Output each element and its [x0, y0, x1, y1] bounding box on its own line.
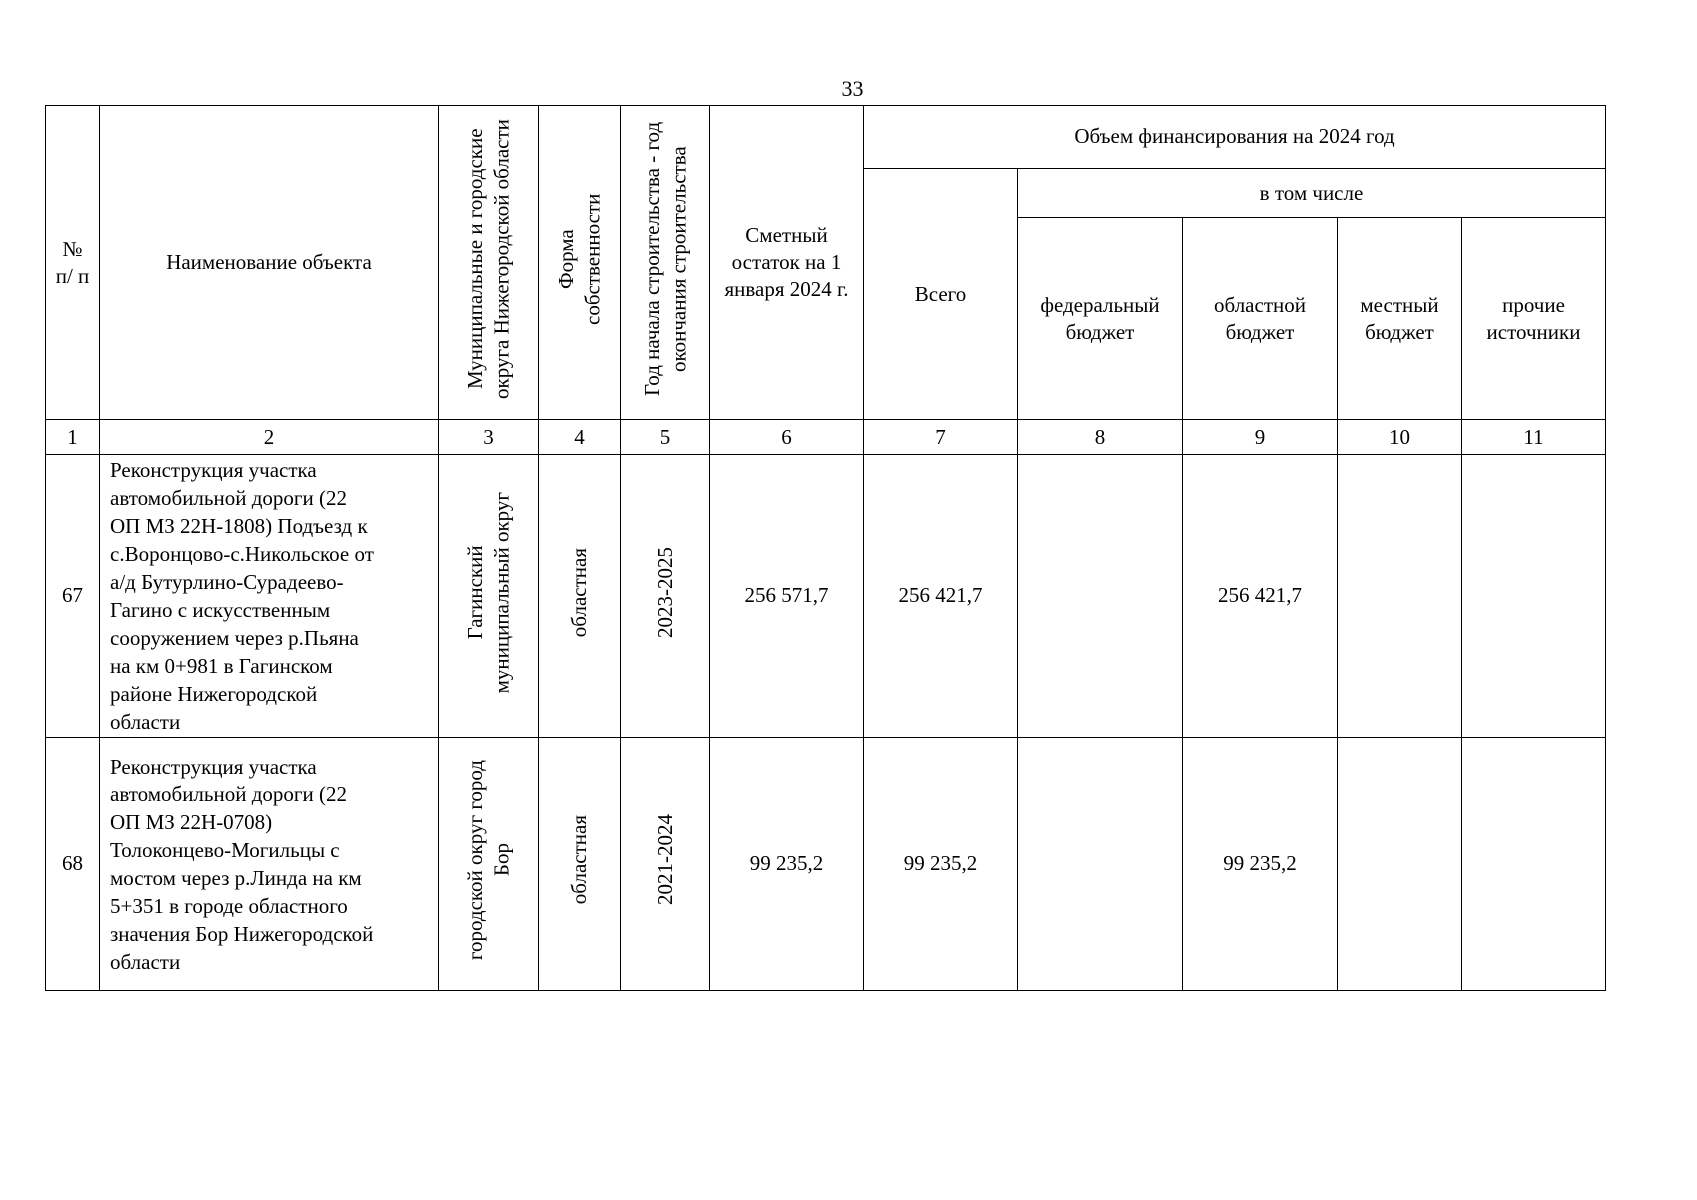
page-number: 33	[841, 76, 864, 101]
object-name	[100, 455, 439, 737]
column-number: 5	[621, 420, 710, 455]
header-federal: федеральный бюджет	[1018, 218, 1183, 420]
years-text: 2023-2025	[652, 546, 677, 638]
header-num: № п/ п	[46, 106, 100, 420]
ownership-text: областная	[567, 547, 592, 637]
regional-budget: 256 421,7	[1183, 455, 1338, 737]
object-name-text: Реконструкция участка автомобильной дороги (22 ОП МЗ 22Н-1808) Подъезд к с.Воронцово-с.Никольское от а/д Бутурлино-Сурадеево- Гагино с искусственным сооружением через р.Пьяна на км 0+981 в Гагинском районе Нижегородской области	[110, 458, 374, 734]
ownership	[539, 737, 621, 990]
total: 99 235,2	[864, 737, 1018, 990]
other-sources	[1462, 455, 1606, 737]
municipality	[439, 737, 539, 990]
table-row	[46, 737, 1606, 990]
column-number: 7	[864, 420, 1018, 455]
column-number: 4	[539, 420, 621, 455]
municipality-text: Гагинский муниципальный округ	[463, 491, 514, 693]
federal-budget	[1018, 737, 1183, 990]
header-name: Наименование объекта	[100, 106, 439, 420]
column-number: 3	[439, 420, 539, 455]
header-total: Всего	[864, 169, 1018, 420]
header-ownership	[539, 106, 621, 420]
column-number: 2	[100, 420, 439, 455]
regional-budget: 99 235,2	[1183, 737, 1338, 990]
ownership	[539, 455, 621, 737]
municipality	[439, 455, 539, 737]
local-budget	[1338, 737, 1462, 990]
column-number: 1	[46, 420, 100, 455]
object-name	[100, 737, 439, 990]
column-number: 6	[710, 420, 864, 455]
header-years-text: Год начала строительства - год окончания строительства	[639, 121, 690, 397]
column-number: 10	[1338, 420, 1462, 455]
header-row-1	[46, 106, 1606, 169]
municipality-text: городской округ город Бор	[463, 759, 514, 960]
remainder: 256 571,7	[710, 455, 864, 737]
row-number: 68	[46, 737, 100, 990]
total: 256 421,7	[864, 455, 1018, 737]
header-including-group: в том числе	[1018, 169, 1606, 218]
header-years	[621, 106, 710, 420]
column-number: 11	[1462, 420, 1606, 455]
header-regional: областной бюджет	[1183, 218, 1338, 420]
header-local: местный бюджет	[1338, 218, 1462, 420]
column-number: 9	[1183, 420, 1338, 455]
object-name-text: Реконструкция участка автомобильной дороги (22 ОП МЗ 22Н-0708) Толоконцево-Могильцы с мостом через р.Линда на км 5+351 в городе областного значения Бор Нижегородской области	[110, 754, 374, 974]
years	[621, 737, 710, 990]
years	[621, 455, 710, 737]
federal-budget	[1018, 455, 1183, 737]
financing-table	[45, 105, 1606, 991]
header-municipality	[439, 106, 539, 420]
header-funding-group: Объем финансирования на 2024 год	[864, 106, 1606, 169]
row-number: 67	[46, 455, 100, 737]
header-other: прочие источники	[1462, 218, 1606, 420]
column-number: 8	[1018, 420, 1183, 455]
ownership-text: областная	[567, 815, 592, 905]
remainder: 99 235,2	[710, 737, 864, 990]
column-number-row	[46, 420, 1606, 455]
local-budget	[1338, 455, 1462, 737]
header-remainder: Сметный остаток на 1 января 2024 г.	[710, 106, 864, 420]
other-sources	[1462, 737, 1606, 990]
header-municipality-text: Муниципальные и городские округа Нижегородской области	[463, 119, 514, 399]
table-row	[46, 455, 1606, 737]
header-ownership-text: Форма собственности	[554, 193, 605, 325]
years-text: 2021-2024	[652, 814, 677, 906]
